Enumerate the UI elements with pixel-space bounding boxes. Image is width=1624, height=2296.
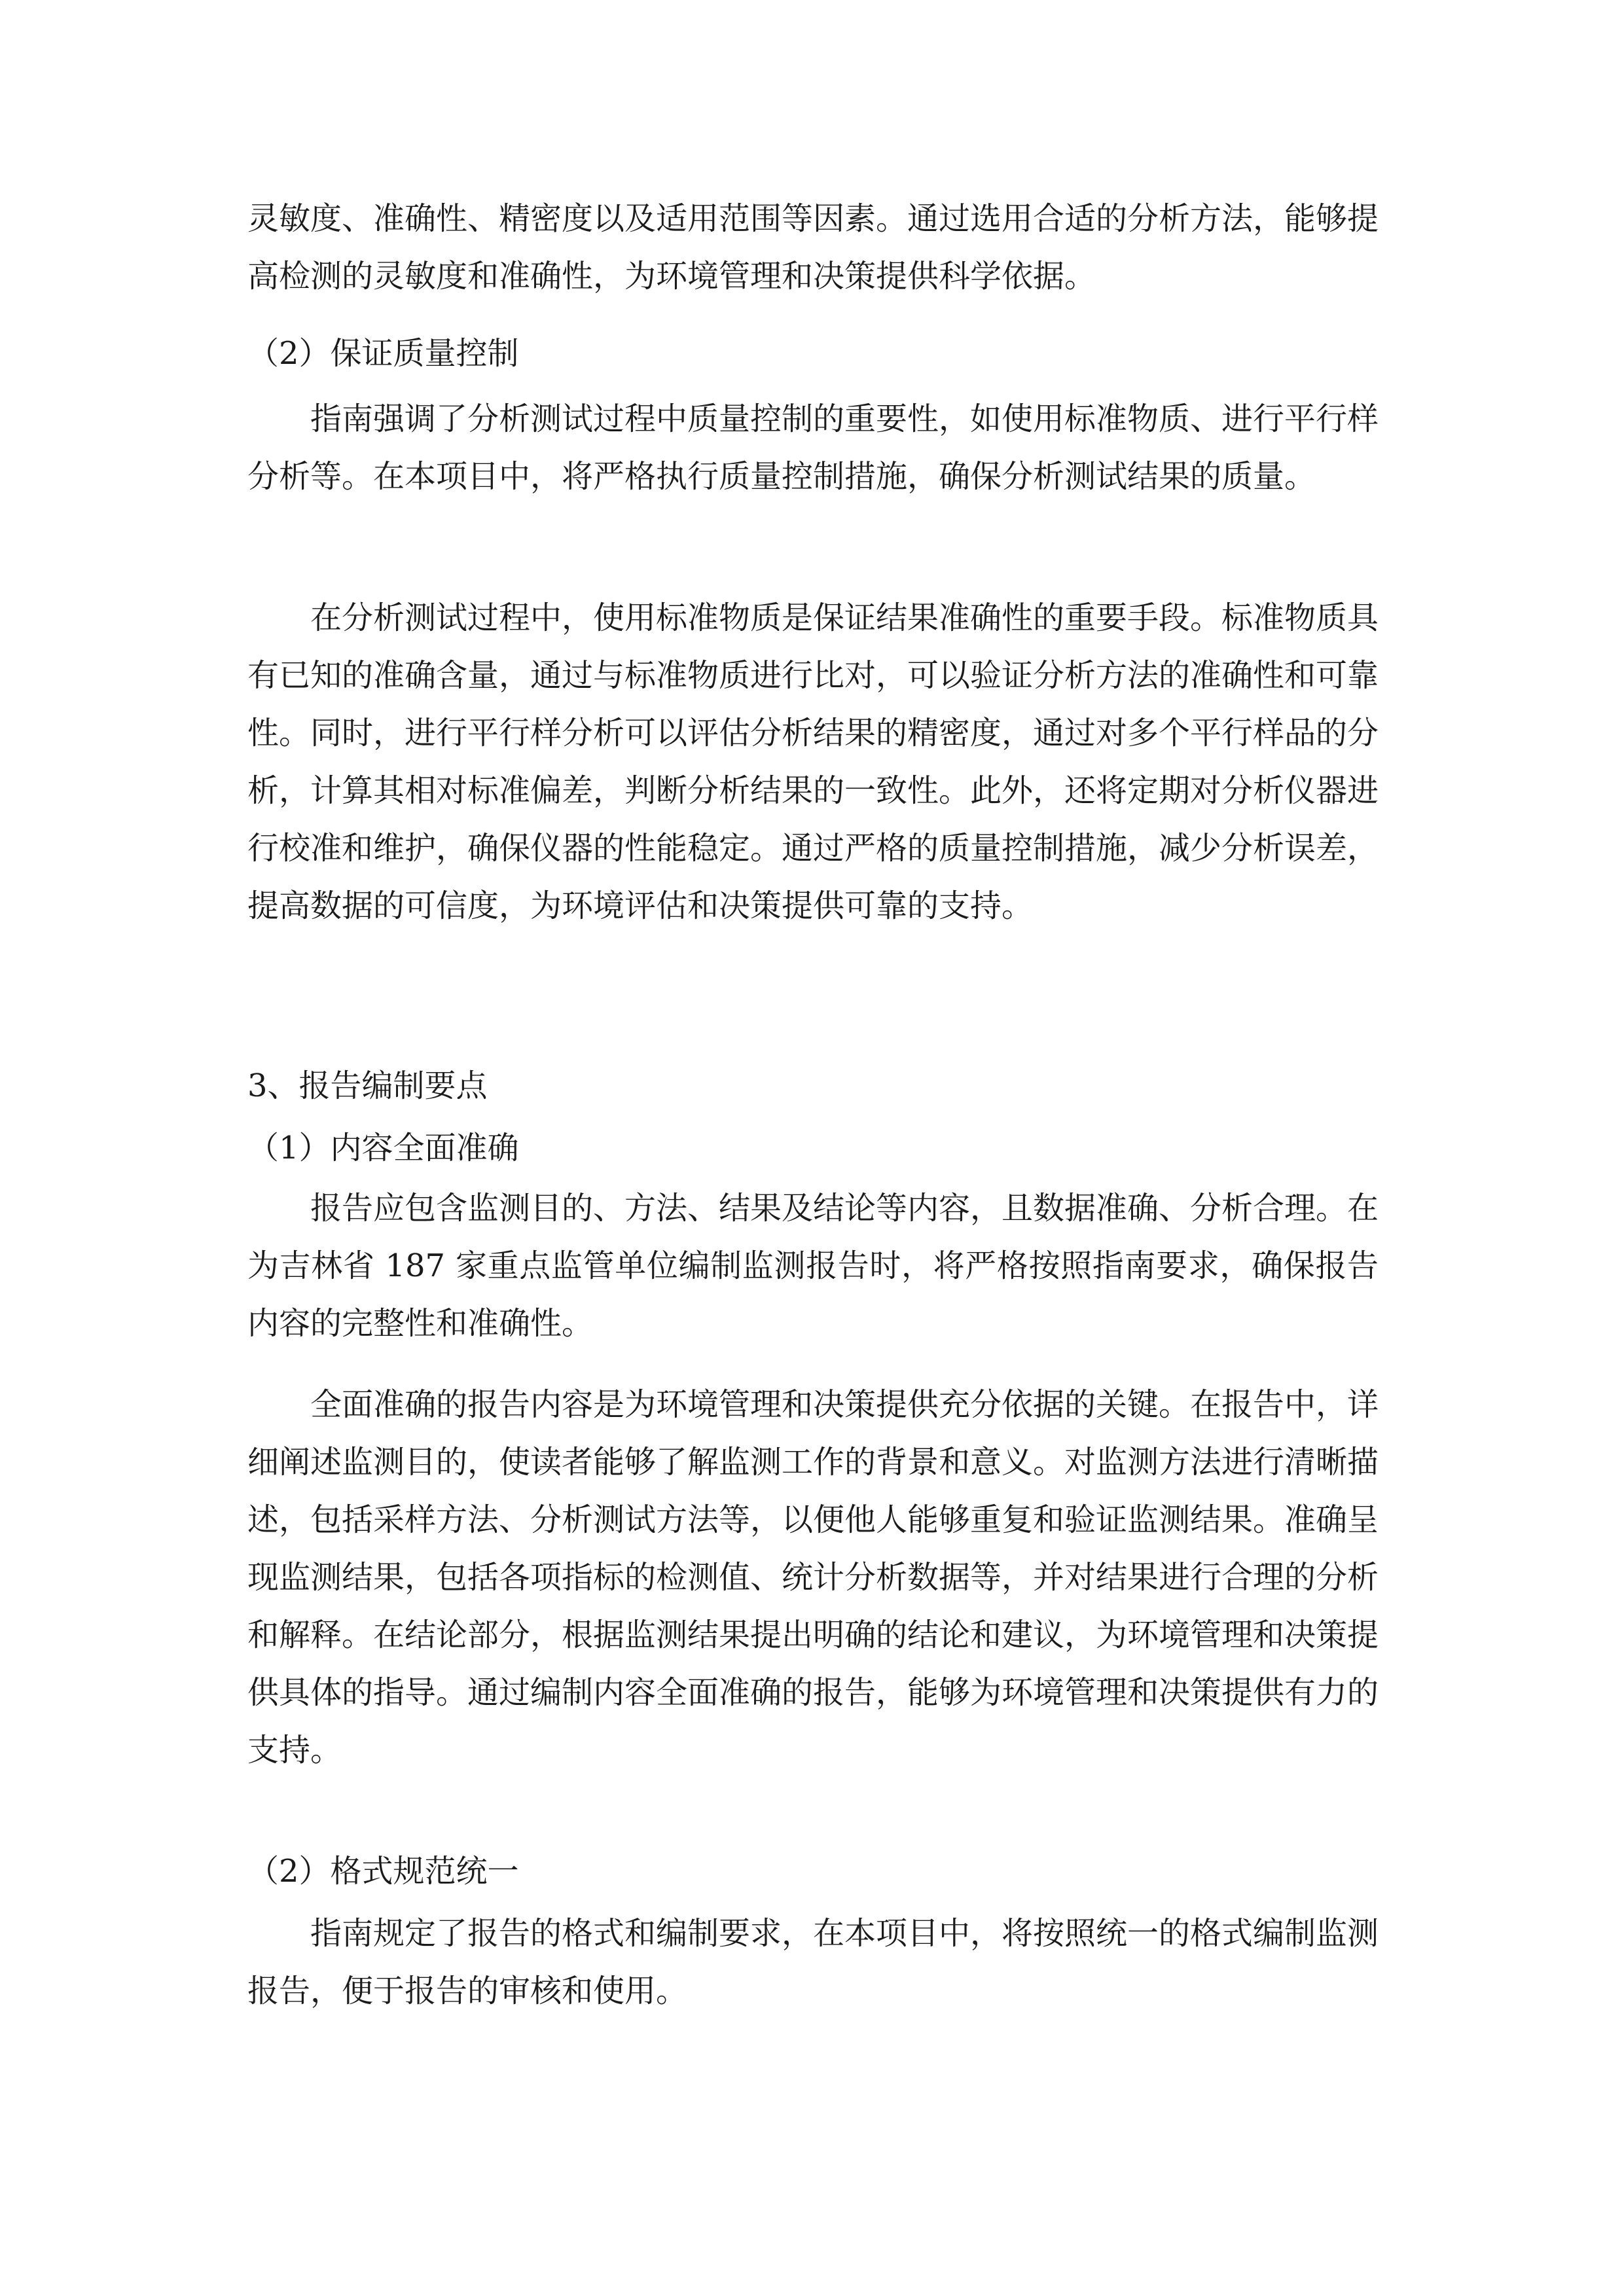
subheading-content-complete: （1）内容全面准确 bbox=[247, 1130, 519, 1166]
paragraph-content-2: 全面准确的报告内容是为环境管理和决策提供充分依据的关键。在报告中，详细阐述监测目的，使读者能够了解监测工作的背景和意义。对监测方法进行清晰描述，包括采样方法、分析测试方法等，以便他人能够重复和验证监测结果。准确呈现监测结果，包括各项指标的检测值、统计分析数据等，并对结果进行合理的分析和解释。在结论部分，根据监测结果提出明确的结论和建议，为环境管理和决策提供具体的指导。通过编制内容全面准确的报告，能够为环境管理和决策提供有力的支持。 bbox=[247, 1386, 1379, 1768]
paragraph-content-1: 报告应包含监测目的、方法、结果及结论等内容，且数据准确、分析合理。在为吉林省 187 家重点监管单位编制监测报告时，将严格按照指南要求，确保报告内容的完整性和准确性。 bbox=[247, 1190, 1379, 1342]
paragraph-format-1: 指南规定了报告的格式和编制要求，在本项目中，将按照统一的格式编制监测报告，便于报告的审核和使用。 bbox=[247, 1915, 1379, 2009]
subheading-format-standard: （2）格式规范统一 bbox=[247, 1853, 519, 1890]
paragraph-analysis-method-continuation: 灵敏度、准确性、精密度以及适用范围等因素。通过选用合适的分析方法，能够提高检测的灵敏度和准确性，为环境管理和决策提供科学依据。 bbox=[247, 200, 1379, 295]
section-heading-report-compilation: 3、报告编制要点 bbox=[247, 1067, 488, 1104]
paragraph-quality-control-2: 在分析测试过程中，使用标准物质是保证结果准确性的重要手段。标准物质具有已知的准确含量，通过与标准物质进行比对，可以验证分析方法的准确性和可靠性。同时，进行平行样分析可以评估分析结果的精密度，通过对多个平行样品的分析，计算其相对标准偏差，判断分析结果的一致性。此外，还将定期对分析仪器进行校准和维护，确保仪器的性能稳定。通过严格的质量控制措施，减少分析误差，提高数据的可信度，为环境评估和决策提供可靠的支持。 bbox=[247, 600, 1379, 924]
subheading-quality-control: （2）保证质量控制 bbox=[247, 335, 519, 372]
paragraph-quality-control-1: 指南强调了分析测试过程中质量控制的重要性，如使用标准物质、进行平行样分析等。在本项目中，将严格执行质量控制措施，确保分析测试结果的质量。 bbox=[247, 401, 1379, 495]
